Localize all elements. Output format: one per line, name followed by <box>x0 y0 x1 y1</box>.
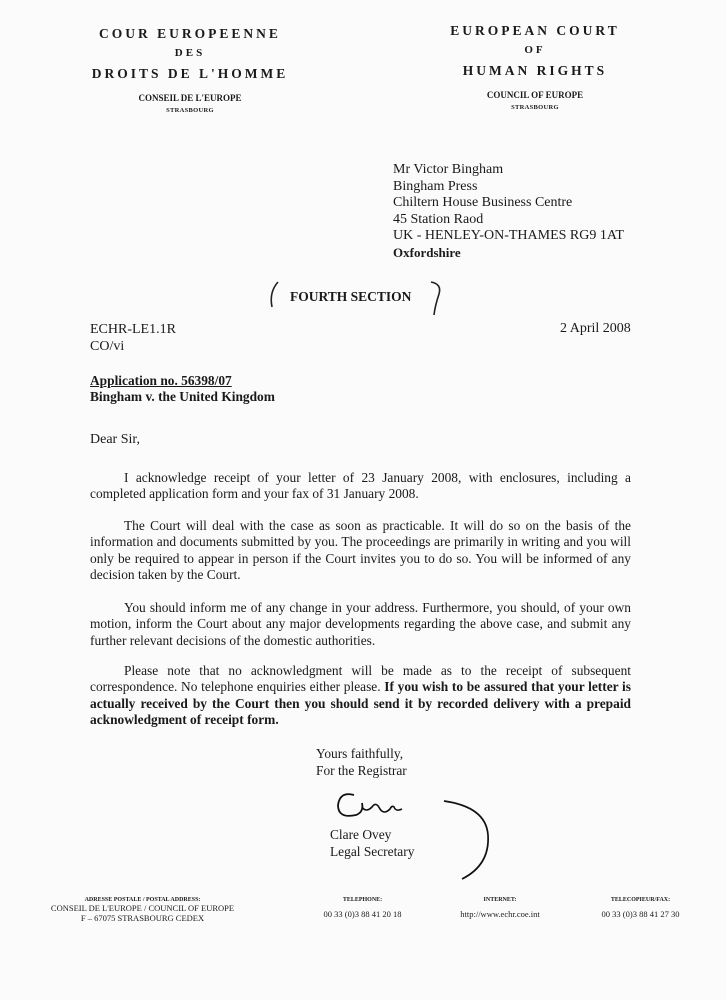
paragraph-3 <box>90 600 631 649</box>
footer-internet <box>440 897 560 919</box>
handwritten-bracket-left <box>266 280 282 310</box>
header-right-city: STRASBOURG <box>511 104 559 111</box>
paragraph-1 <box>90 470 631 503</box>
signature <box>332 785 422 827</box>
closing-line1: Yours faithfully, <box>316 746 404 761</box>
signatory-name: Clare Ovey <box>330 827 392 842</box>
header-right <box>405 20 665 111</box>
header-left-city: STRASBOURG <box>166 107 214 114</box>
paragraph-2-text: The Court will deal with the case as soon as practicable. It will do so on the basis of the information and documents submitted by you. The proceedings are primarily in writing and you will only be required to appear in person if the Court invites you to do so. You will be informed of any decision taken by the Court. <box>90 518 631 583</box>
header-right-line2: OF <box>524 44 546 56</box>
footer-fax-value: 00 33 (0)3 88 41 27 30 <box>601 909 680 919</box>
recipient-address <box>393 162 713 261</box>
footer-postal-label: ADRESSE POSTALE / POSTAL ADDRESS: <box>84 897 201 903</box>
footer-phone-value: 00 33 (0)3 88 41 20 18 <box>323 909 402 919</box>
footer-postal-line2: F – 67075 STRASBOURG CEDEX <box>80 913 205 923</box>
paragraph-3-text: You should inform me of any change in your address. Furthermore, you should, of your own motion, inform the Court about any major developments regarding the above case, and submit any further relevant decisions of the domestic authorities. <box>90 600 631 648</box>
handwritten-bracket-large <box>440 795 500 885</box>
signatory-title: Legal Secretary <box>330 844 415 859</box>
paragraph-4-bold-text: If you wish to be assured that your letter is actually received by the Court then you should send it by recorded delivery with a prepaid acknowledgment of receipt form. <box>90 679 631 728</box>
header-left-line1: COUR EUROPEENNE <box>99 26 281 41</box>
footer-fax <box>578 897 703 919</box>
header-left-council: CONSEIL DE L'EUROPE <box>138 93 242 103</box>
footer-postal <box>35 897 250 923</box>
application-number: Application no. 56398/07 <box>90 373 232 388</box>
paragraph-1-text: I acknowledge receipt of your letter of 23 January 2008, with enclosures, including a completed application form and your fax of 31 January 2008. <box>90 470 631 502</box>
header-left <box>60 23 320 114</box>
header-right-line3: HUMAN RIGHTS <box>462 63 608 78</box>
application-case: Bingham v. the United Kingdom <box>90 389 275 404</box>
section-title: FOURTH SECTION <box>290 289 412 304</box>
recipient-county: Oxfordshire <box>393 244 461 260</box>
footer-phone <box>300 897 425 919</box>
letter-date: 2 April 2008 <box>560 321 631 336</box>
recipient-line: Bingham Press <box>393 178 478 194</box>
footer-phone-label: TELEPHONE: <box>342 897 383 903</box>
footer-postal-line1: CONSEIL DE L'EUROPE / COUNCIL OF EUROPE <box>50 903 235 913</box>
salutation: Dear Sir, <box>90 432 140 447</box>
paragraph-4-text: Please note that no acknowledgment will be made as to the receipt of subsequent correspondence. No telephone enquiries either please. <box>90 663 631 695</box>
recipient-line: Chiltern House Business Centre <box>393 195 573 210</box>
header-left-line2: DES <box>174 47 206 59</box>
handwritten-bracket-right <box>428 278 446 318</box>
signatory <box>330 826 414 860</box>
recipient-line: Mr Victor Bingham <box>393 162 504 177</box>
closing-block <box>316 745 407 779</box>
reference-block <box>90 321 176 355</box>
paragraph-2 <box>90 518 631 584</box>
reference-initials: CO/vi <box>90 339 125 354</box>
footer-fax-label: TELECOPIEUR/FAX: <box>610 897 671 903</box>
application-block <box>90 373 275 405</box>
recipient-line: 45 Station Raod <box>393 211 484 227</box>
header-right-line1: EUROPEAN COURT <box>450 23 620 38</box>
recipient-line: UK - HENLEY-ON-THAMES RG9 1AT <box>393 228 624 243</box>
closing-line2: For the Registrar <box>316 763 407 778</box>
reference-code: ECHR-LE1.1R <box>90 322 176 337</box>
header-right-council: COUNCIL OF EUROPE <box>486 90 584 100</box>
header-left-line3: DROITS DE L'HOMME <box>91 66 289 81</box>
footer-internet-label: INTERNET: <box>483 897 517 903</box>
paragraph-4 <box>90 663 631 729</box>
footer-internet-value: http://www.echr.coe.int <box>460 909 540 919</box>
